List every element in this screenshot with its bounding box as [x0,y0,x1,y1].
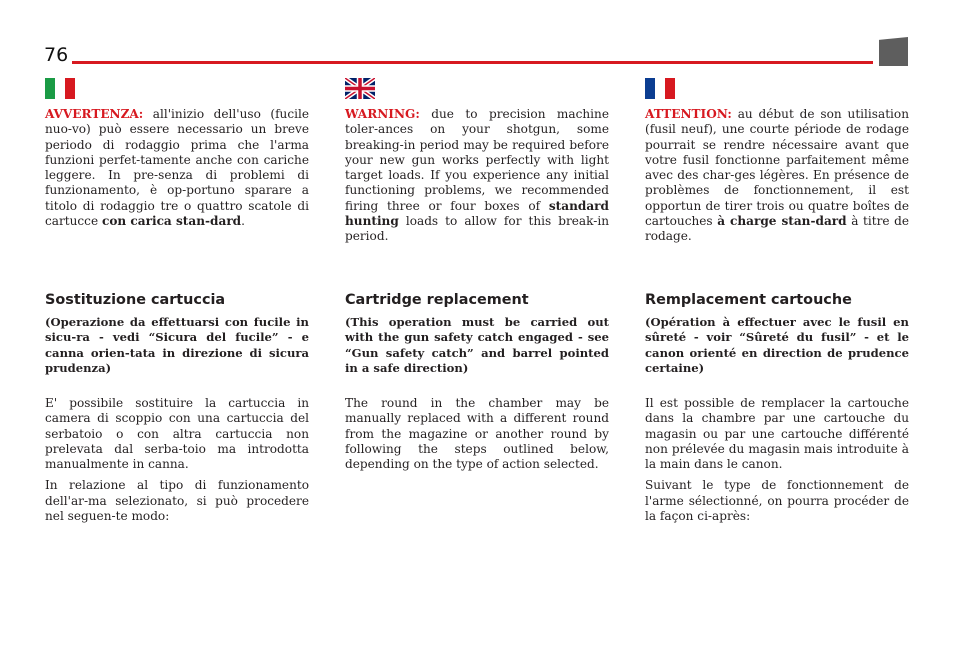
body-paragraph-1: E' possibile sostituire la cartuccia in camera di scoppio con una cartuccia del serbatoio o con altra cartuccia non prelevata dal serba-toio ma introdotta manualmente in canna. [45,396,309,472]
instruction-text: (This operation must be carried out with the gun safety catch engaged - see “Gun safety catch” and barrel pointed in a safe direction) [345,315,609,376]
column-french [645,78,910,524]
flag-uk-icon [345,78,375,99]
body-paragraph-1: The round in the chamber may be manually replaced with a different round from the magazine or another round by following the steps outlined below, depending on the type of action selected. [345,396,609,472]
warning-label: ATTENTION: [645,107,732,121]
warning-text: au début de son utilisation (fusil neuf), une courte période de rodage pourrait se rendre nécessaire avant que votre fusil fonctionne parfaitement même avec des char-ges légères. En présence de problèmes de fonctionnement, il est opportun de tirer trois ou quatre boîtes de cartouches [645,107,909,229]
warning-bold-text: standard hunting [345,198,609,229]
body-text [645,396,909,524]
column-italian [45,78,309,524]
warning-paragraph [45,107,309,229]
warning-text-end: . [241,214,246,229]
warning-text: due to precision machine toler-ances on your shotgun, some breaking-in period may be required before your new gun works perfectly with light target loads. If you experience any initial functioning problems, we recommended firing three or four boxes of [345,107,609,213]
section-title: Remplacement cartouche [645,292,852,308]
warning-paragraph [645,107,909,245]
body-paragraph-2: Suivant le type de fonctionnement de l'arme sélectionné, on pourra procéder de la façon ci-après: [645,478,909,524]
flag-france-icon [645,78,675,99]
warning-text-end: à titre de rodage. [645,214,910,244]
body-paragraph-2: In relazione al tipo di funzionamento dell'ar-ma selezionato, si può procedere nel seguen-te modo: [45,478,309,524]
warning-text-end: loads to allow for this break-in period. [345,214,609,244]
section-title: Cartridge replacement [345,292,529,308]
corner-tab [879,37,908,66]
warning-label: WARNING: [345,107,420,121]
body-text [345,396,609,472]
warning-bold-text: à charge stan-dard [717,214,847,229]
flag-italy-icon [45,78,75,99]
warning-paragraph [345,107,609,245]
warning-text: all'inizio dell'uso (fucile nuo-vo) può essere necessario un breve periodo di rodaggio prima che l'arma funzioni perfet-tamente anche con cariche leggere. In pre-senza di problemi di funzionamento, è op-portuno sparare a titolo di rodaggio tre o quattro scatole di cartucce [45,107,309,229]
body-paragraph-1: Il est possible de remplacer la cartouche dans la chambre par une cartouche du magasin ou par une cartouche différenté non prélevée du magasin mais introduite à la main dans le canon. [645,396,909,472]
body-text [45,396,309,524]
page-number: 76 [44,44,69,66]
column-english [345,78,609,472]
warning-label: AVVERTENZA: [45,107,144,121]
header-rule [72,61,873,64]
section-title: Sostituzione cartuccia [45,292,226,308]
instruction-text: (Opération à effectuer avec le fusil en sûreté - voir “Sûreté du fusil” - et le canon orienté en direction de prudence certaine) [645,315,909,376]
instruction-text: (Operazione da effettuarsi con fucile in sicu-ra - vedi “Sicura del fucile” - e canna orien-tata in direzione di sicura prudenza) [45,315,309,376]
warning-bold-text: con carica stan-dard [101,214,242,229]
